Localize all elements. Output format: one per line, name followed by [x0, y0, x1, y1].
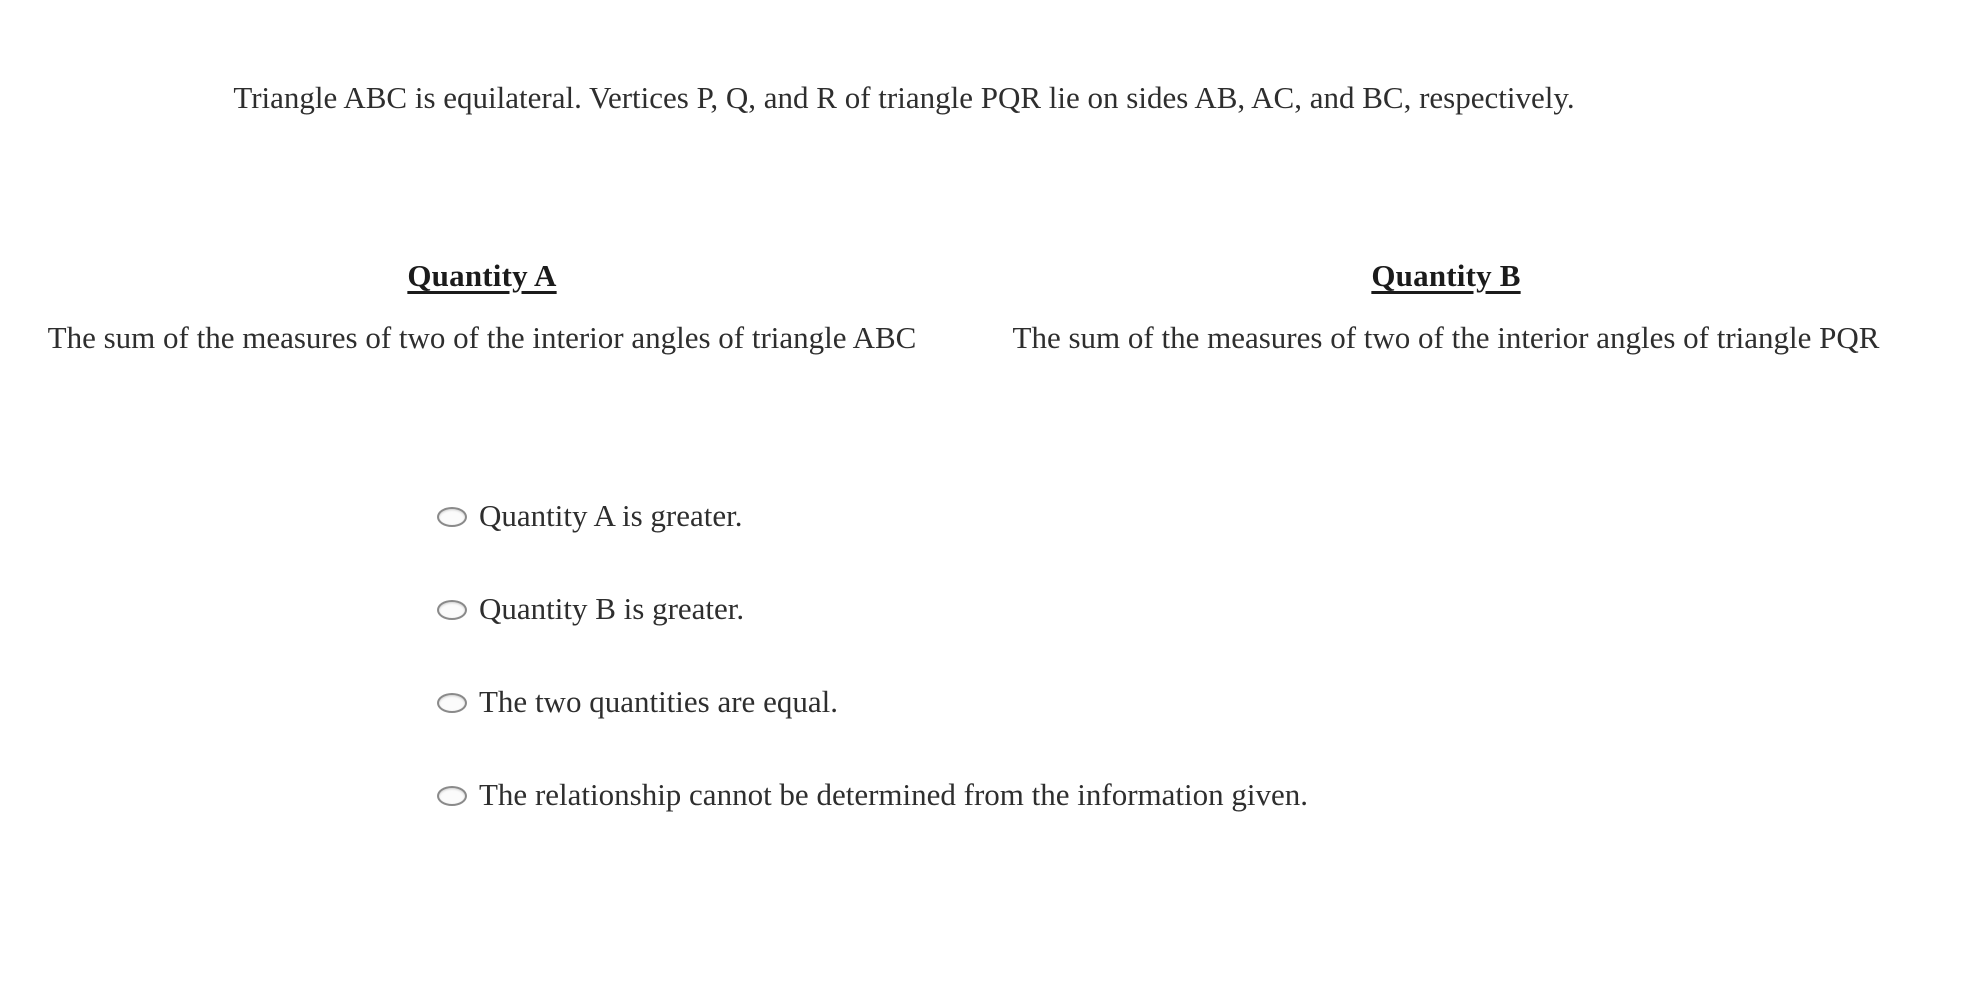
- quantity-a-title: Quantity A: [407, 258, 557, 293]
- answer-choice-2[interactable]: [437, 588, 1737, 630]
- answer-choice-1[interactable]: [437, 495, 1737, 537]
- radio-button-icon[interactable]: [437, 786, 467, 806]
- radio-button-icon[interactable]: [437, 693, 467, 713]
- answer-choice-3-label: The two quantities are equal.: [479, 683, 838, 719]
- answer-choice-1-label: Quantity A is greater.: [479, 498, 743, 533]
- question-stem: Triangle ABC is equilateral. Vertices P, Q, and R of triangle PQR lie on sides AB, AC, and BC, respectively.: [233, 80, 1575, 115]
- answer-choices: [437, 495, 1737, 866]
- quantity-b-text: The sum of the measures of two of the interior angles of triangle PQR: [1012, 320, 1880, 355]
- answer-choice-2-label: Quantity B is greater.: [479, 590, 745, 626]
- answer-choice-4[interactable]: [437, 774, 1737, 816]
- quantity-a-column: [0, 258, 974, 360]
- radio-button-icon[interactable]: [437, 507, 467, 527]
- answer-choice-4-label: The relationship cannot be determined from the information given.: [479, 776, 1308, 812]
- quantity-b-column: [974, 258, 1948, 360]
- answer-choice-3[interactable]: [437, 681, 1737, 723]
- radio-button-icon[interactable]: [437, 600, 467, 620]
- quantity-a-text: The sum of the measures of two of the interior angles of triangle ABC: [47, 320, 917, 355]
- quantity-b-title: Quantity B: [1371, 258, 1521, 293]
- quantities-row: [0, 258, 1988, 360]
